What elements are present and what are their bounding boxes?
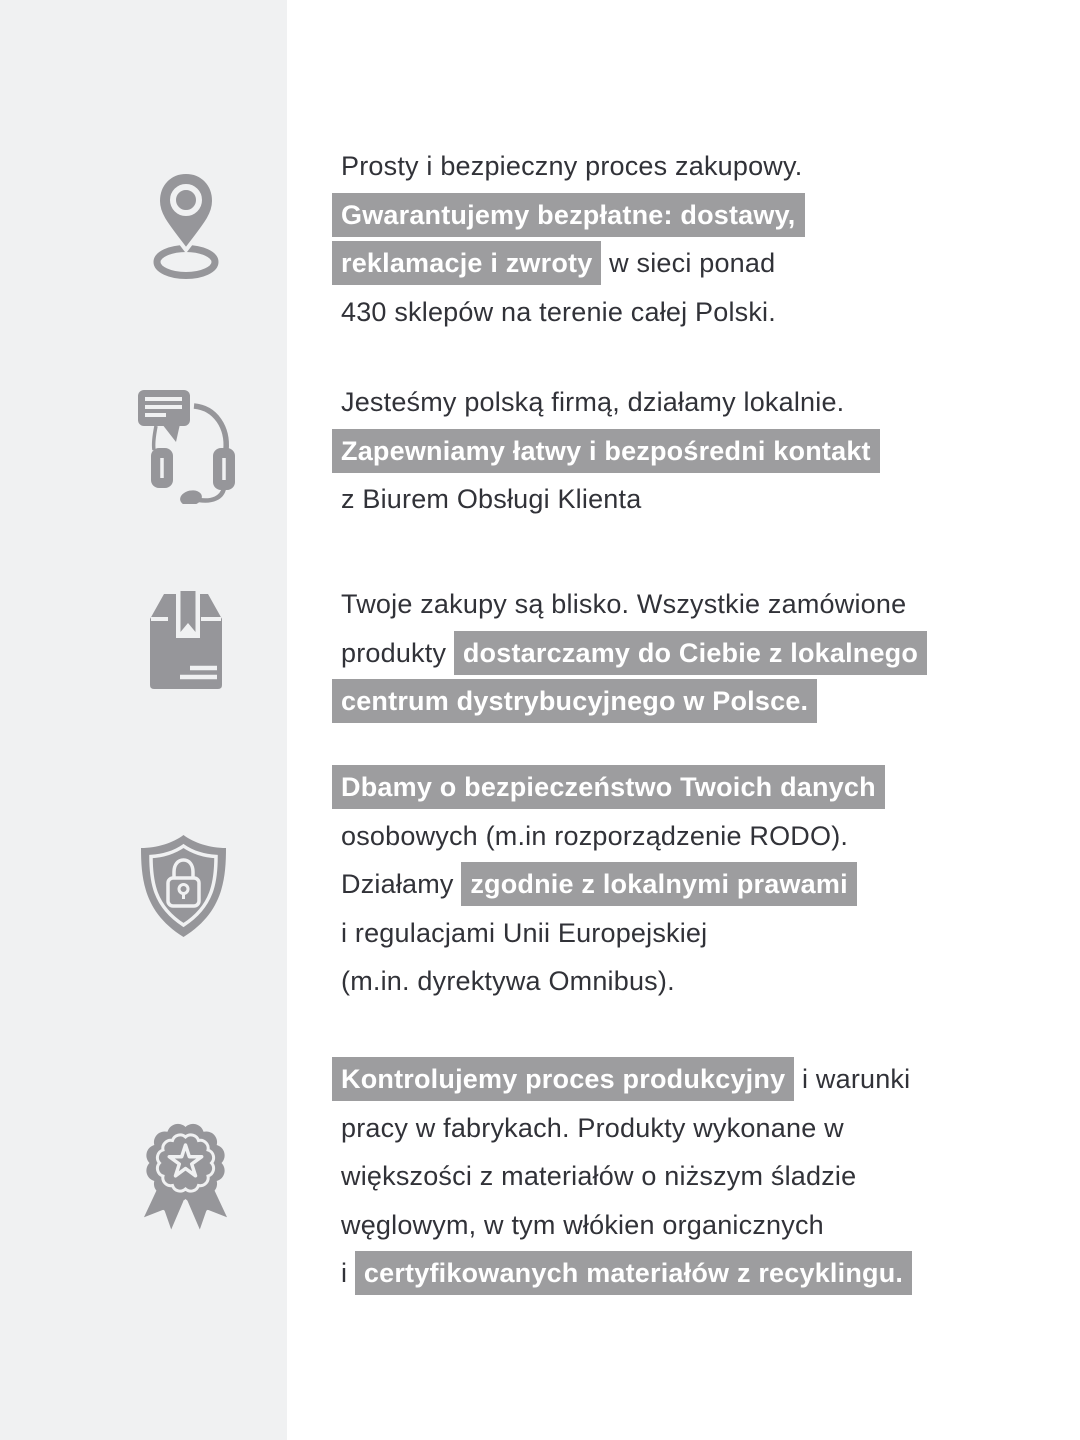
text-segment: Prosty i bezpieczny proces zakupowy. <box>341 151 803 181</box>
text-segment: Twoje zakupy są blisko. Wszystkie zamówione <box>341 589 907 619</box>
highlighted-text-segment: Zapewniamy łatwy i bezpośredni kontakt <box>332 429 880 473</box>
text-line <box>341 812 885 861</box>
highlighted-text-segment: Gwarantujemy bezpłatne: dostawy, <box>332 193 805 237</box>
benefit-text-production <box>341 1055 912 1298</box>
highlighted-text-segment: Kontrolujemy proces produkcyjny <box>332 1057 794 1101</box>
text-segment: większości z materiałów o niższym śladzie <box>341 1161 857 1191</box>
text-segment: z Biurem Obsługi Klienta <box>341 484 642 514</box>
award-badge-icon <box>132 1116 239 1241</box>
headset-chat-icon <box>136 388 236 504</box>
highlighted-text-segment: Dbamy o bezpieczeństwo Twoich danych <box>332 765 885 809</box>
text-line <box>341 142 805 191</box>
highlighted-text-segment: certyfikowanych materiałów z recyklingu. <box>355 1251 912 1295</box>
text-segment: i warunki <box>794 1064 911 1094</box>
highlighted-text-segment: zgodnie z lokalnymi prawami <box>461 862 856 906</box>
highlighted-text-segment: dostarczamy do Ciebie z lokalnego <box>454 631 927 675</box>
benefit-text-contact <box>341 378 880 524</box>
text-line <box>341 860 885 909</box>
shield-lock-icon <box>137 833 230 939</box>
icon-slot <box>132 1116 239 1241</box>
text-segment: węglowym, w tym włókien organicznych <box>341 1209 824 1240</box>
text-line <box>341 580 927 629</box>
text-line <box>341 677 927 726</box>
icon-slot <box>137 833 230 939</box>
text-segment: i regulacjami Unii Europejskiej <box>341 917 708 948</box>
package-icon <box>148 591 224 692</box>
text-segment: pracy w fabrykach. Produkty wykonane w <box>341 1112 844 1143</box>
text-line <box>341 1201 912 1250</box>
text-line <box>341 378 880 427</box>
text-line <box>341 763 885 812</box>
text-line <box>341 1249 912 1298</box>
icon-slot <box>152 170 220 280</box>
text-line <box>341 909 885 958</box>
highlighted-text-segment: reklamacje i zwroty <box>332 241 601 285</box>
text-line <box>341 1104 912 1153</box>
benefit-text-data-security <box>341 763 885 1006</box>
text-segment: i <box>341 1258 355 1288</box>
text-line <box>341 239 805 288</box>
highlighted-text-segment: centrum dystrybucyjnego w Polsce. <box>332 679 817 723</box>
text-segment: Działamy <box>341 869 462 899</box>
text-segment: (m.in. dyrektywa Omnibus). <box>341 966 675 996</box>
text-segment: osobowych (m.in rozporządzenie RODO). <box>341 820 849 851</box>
text-line <box>341 629 927 678</box>
text-line <box>341 957 885 1006</box>
icon-slot <box>148 591 224 692</box>
text-line <box>341 191 805 240</box>
text-line <box>341 1055 912 1104</box>
text-segment: produkty <box>341 637 454 668</box>
text-line <box>341 427 880 476</box>
text-segment: Jesteśmy polską firmą, działamy lokalnie. <box>341 387 845 417</box>
icon-slot <box>136 388 236 504</box>
text-line <box>341 288 805 337</box>
benefit-text-purchasing <box>341 142 805 336</box>
text-line <box>341 475 880 524</box>
location-pin-icon <box>152 170 220 280</box>
text-line <box>341 1152 912 1201</box>
text-segment: 430 sklepów na terenie całej Polski. <box>341 296 776 327</box>
benefit-text-delivery <box>341 580 927 726</box>
text-segment: w sieci ponad <box>601 248 776 278</box>
